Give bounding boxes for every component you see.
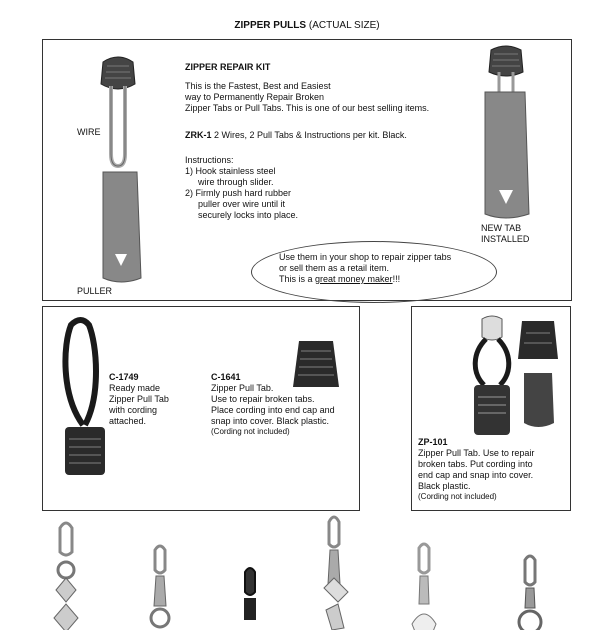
instructions-label: Instructions: [185,155,234,165]
step1-line: wire through slider. [198,177,274,187]
zp101-line: Zipper Pull Tab. Use to repair [418,448,535,458]
metal-pull-2 [151,546,169,627]
c1641-line: Zipper Pull Tab. [211,383,274,393]
label-new-tab-line: NEW TAB [481,223,522,233]
c1749-line: attached. [109,416,147,426]
zp101-sku: ZP-101 [418,437,448,447]
c1641-line: Place cording into end cap and [211,405,335,415]
step2-line: securely locks into place. [198,210,299,220]
c1749-text [109,372,169,427]
c1749-line: Zipper Pull Tab [109,394,169,404]
repair-kit-intro [185,81,429,114]
metal-pull-5 [412,544,436,630]
c-series-panel [42,306,360,511]
page-title-note: (ACTUAL SIZE) [308,20,380,31]
repair-kit-sku: ZRK-1 [185,130,212,140]
c1641-line: Use to repair broken tabs. [211,394,315,404]
zp101-text [418,437,534,502]
intro-line: Zipper Tabs or Pull Tabs. This is one of our best selling items. [185,103,430,113]
intro-line: way to Permanently Repair Broken [185,92,325,102]
promo-prefix: This is a [279,274,316,284]
zp101-image [462,313,562,439]
promo-line: or sell them as a retail item. [279,263,390,273]
puller-image [97,168,145,286]
c1749-image [53,315,113,485]
zp101-note: (Cording not included) [418,492,497,501]
step2-line: puller over wire until it [198,199,286,209]
instructions [185,155,298,221]
metal-pull-3 [244,568,256,620]
metal-pulls-row [0,512,614,630]
c1749-line: Ready made [109,383,161,393]
c1749-sku: C-1749 [109,372,139,382]
promo-suffix: !!! [392,274,401,284]
promo-text [279,252,451,285]
c1749-line: with cording [109,405,158,415]
zp101-panel [411,306,571,511]
repair-kit-panel [42,39,572,301]
c1641-sku: C-1641 [211,372,241,382]
repair-kit-heading: ZIPPER REPAIR KIT [185,62,271,72]
c1641-note: (Cording not included) [211,427,290,436]
zp101-line: broken tabs. Put cording into [418,459,533,469]
zp101-line: end cap and snap into cover. [418,470,534,480]
promo-emphasis: great money maker [315,274,393,284]
new-tab-installed-image [479,44,533,224]
promo-line [279,274,451,285]
intro-line: This is the Fastest, Best and Easiest [185,81,331,91]
label-wire: WIRE [77,127,101,137]
metal-pull-1 [54,523,78,630]
wire-slider-image [93,54,143,174]
label-new-tab-line: INSTALLED [481,234,530,244]
label-new-tab [481,223,529,245]
metal-pull-4 [324,517,348,630]
c1641-line: snap into cover. Black plastic. [211,416,330,426]
repair-kit-sku-desc: 2 Wires, 2 Pull Tabs & Instructions per kit. Black. [214,130,407,140]
label-puller: PULLER [77,286,113,296]
step1-line: 1) Hook stainless steel [185,166,276,176]
promo-line: Use them in your shop to repair zipper tabs [279,252,452,262]
repair-kit-sku-line [185,130,407,141]
zp101-line: Black plastic. [418,481,471,491]
page-title [0,20,614,31]
c1641-text [211,372,335,437]
step2-line: 2) Firmly push hard rubber [185,188,292,198]
page-title-main: ZIPPER PULLS [234,20,307,31]
metal-pull-6 [519,556,541,630]
